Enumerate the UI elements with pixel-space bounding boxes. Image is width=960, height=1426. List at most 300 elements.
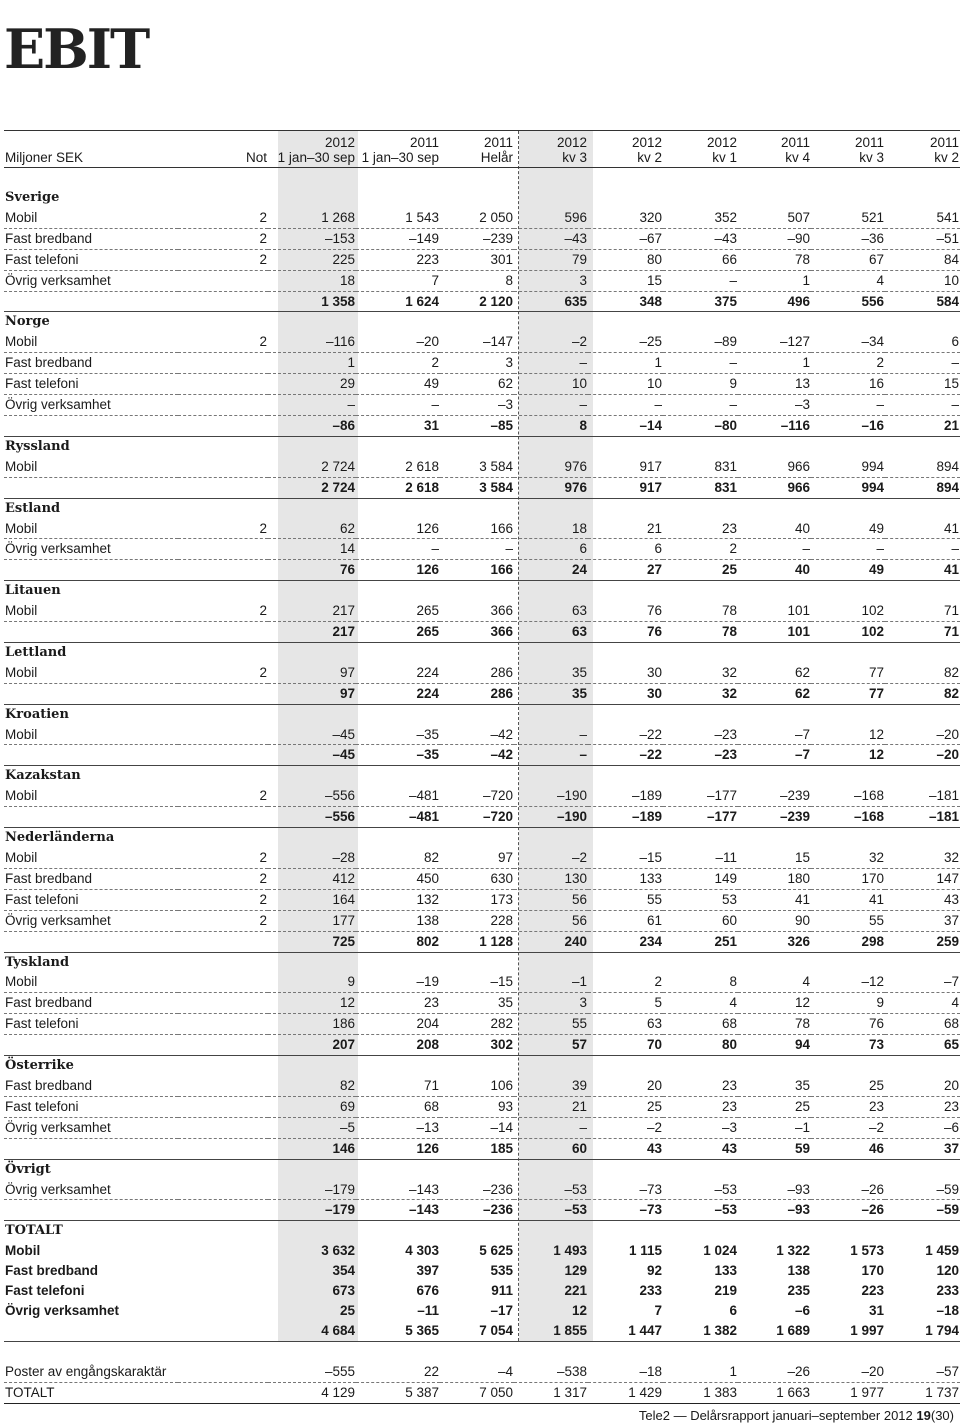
value-cell: 14 [268, 539, 356, 560]
note-cell [178, 1096, 268, 1117]
value-cell: 18 [268, 270, 356, 291]
value-cell: 120 [936, 1263, 959, 1279]
value-cell: 84 [885, 249, 960, 270]
value-cell: 106 [440, 1076, 514, 1096]
value-cell: 894 [885, 477, 960, 498]
ebit-table [4, 130, 960, 1404]
row-label [4, 683, 178, 704]
value-cell: –25 [588, 332, 663, 352]
value-cell: 224 [356, 683, 440, 704]
value-cell: 133 [714, 1263, 737, 1279]
value-cell: 77 [811, 663, 885, 683]
value-cell: 224 [356, 663, 440, 683]
section-label: Sverige [5, 190, 60, 205]
subtotal-row [4, 745, 960, 766]
section-label: Övrigt [5, 1161, 51, 1177]
note-cell [178, 725, 268, 745]
value-cell: 133 [588, 868, 663, 889]
value-cell: –556 [268, 786, 356, 806]
value-cell: –67 [588, 228, 663, 249]
value-cell: –538 [514, 1362, 588, 1382]
value-cell: 35 [738, 1076, 811, 1096]
value-cell: 3 584 [440, 457, 514, 477]
value-cell: –239 [738, 807, 811, 828]
spacer-cell [4, 168, 960, 189]
value-cell: 90 [738, 910, 811, 931]
value-cell: 1 128 [440, 931, 514, 952]
note-cell [178, 972, 268, 992]
note-cell [178, 1117, 268, 1138]
section-header [4, 1056, 960, 1076]
header-cell [268, 131, 356, 168]
value-cell: 78 [738, 249, 811, 270]
value-cell: 126 [356, 519, 440, 539]
row-label: Mobil [4, 786, 178, 806]
value-cell: –19 [356, 972, 440, 992]
value-cell: –42 [440, 725, 514, 745]
table-row [4, 208, 960, 228]
value-cell: 97 [268, 683, 356, 704]
value-cell: 12 [811, 745, 885, 766]
header-top: 2012 [556, 135, 587, 150]
value-cell: 894 [885, 457, 960, 477]
value-cell: 354 [332, 1263, 355, 1279]
value-cell: 976 [514, 477, 588, 498]
value-cell: 8 [514, 415, 588, 436]
value-cell: 40 [738, 560, 811, 581]
value-cell: 32 [885, 848, 960, 868]
value-cell: – [811, 539, 885, 560]
value-cell: –4 [440, 1362, 514, 1382]
value-cell: –22 [588, 725, 663, 745]
note-cell [178, 993, 268, 1014]
header-cell [178, 131, 268, 168]
value-cell: –481 [356, 807, 440, 828]
row-label: Mobil [5, 1243, 41, 1259]
value-cell: – [356, 539, 440, 560]
value-cell: 35 [514, 663, 588, 683]
value-cell: –11 [417, 1302, 439, 1318]
header-bottom: kv 3 [859, 150, 884, 165]
table-row [4, 395, 960, 416]
header-cell [440, 131, 514, 168]
section-header [4, 704, 960, 724]
value-cell: –720 [440, 786, 514, 806]
value-cell: 65 [885, 1035, 960, 1056]
note-cell [178, 415, 268, 436]
value-cell: –36 [811, 228, 885, 249]
value-cell: 69 [268, 1096, 356, 1117]
value-cell: 94 [738, 1035, 811, 1056]
value-cell: 39 [514, 1076, 588, 1096]
value-cell: – [514, 745, 588, 766]
value-cell: –45 [268, 745, 356, 766]
value-cell: 31 [356, 415, 440, 436]
value-cell: –45 [268, 725, 356, 745]
value-cell: 170 [811, 868, 885, 889]
value-cell: 80 [588, 249, 663, 270]
section-header [4, 498, 960, 518]
value-cell: 7 050 [440, 1382, 514, 1403]
value-cell: 12 [738, 993, 811, 1014]
note-cell: 2 [178, 519, 268, 539]
value-cell: 286 [440, 663, 514, 683]
value-cell: 233 [936, 1283, 959, 1299]
value-cell: –239 [738, 786, 811, 806]
value-cell: 1 383 [663, 1382, 738, 1403]
header-cell [588, 131, 663, 168]
section-header [4, 828, 960, 848]
row-label [4, 415, 178, 436]
value-cell: –127 [738, 332, 811, 352]
header-cell [356, 131, 440, 168]
value-cell: 25 [588, 1096, 663, 1117]
value-cell: –20 [811, 1362, 885, 1382]
value-cell: 62 [738, 663, 811, 683]
value-cell: 4 [738, 972, 811, 992]
value-cell: 15 [738, 848, 811, 868]
value-cell: 1 794 [885, 1321, 960, 1341]
value-cell: – [885, 395, 960, 416]
row-label: Fast telefoni [4, 1014, 178, 1035]
value-cell: 97 [268, 663, 356, 683]
value-cell: 994 [811, 457, 885, 477]
value-cell: 185 [440, 1138, 514, 1159]
row-label: Fast bredband [4, 1076, 178, 1096]
page-number: 19 [916, 1408, 931, 1423]
table-row [4, 1362, 960, 1382]
table-row [4, 457, 960, 477]
subtotal-row [4, 931, 960, 952]
value-cell: 92 [646, 1263, 662, 1279]
header-bottom: kv 4 [785, 150, 810, 165]
value-cell: 9 [811, 993, 885, 1014]
section-label: Kazakstan [5, 768, 81, 784]
value-cell: 62 [738, 683, 811, 704]
value-cell: 37 [885, 910, 960, 931]
value-cell: –16 [811, 415, 885, 436]
value-cell: –59 [885, 1180, 960, 1200]
value-cell: 917 [588, 457, 663, 477]
value-cell: 177 [268, 910, 356, 931]
note-cell [178, 1261, 268, 1281]
value-cell: 584 [885, 291, 960, 312]
value-cell: 7 054 [440, 1321, 514, 1341]
row-label: Fast telefoni [4, 249, 178, 270]
value-cell: –26 [811, 1180, 885, 1200]
value-cell: –179 [268, 1180, 356, 1200]
value-cell: 223 [861, 1283, 884, 1299]
note-cell: 2 [178, 601, 268, 621]
note-cell: 2 [178, 208, 268, 228]
value-cell: 1 493 [553, 1243, 587, 1259]
value-cell: 82 [885, 683, 960, 704]
value-cell: 41 [738, 889, 811, 910]
value-cell: –93 [738, 1180, 811, 1200]
value-cell: 21 [514, 1096, 588, 1117]
value-cell: 1 317 [514, 1382, 588, 1403]
value-cell: 70 [588, 1035, 663, 1056]
value-cell: 1 737 [885, 1382, 960, 1403]
value-cell: 1 997 [811, 1321, 885, 1341]
value-cell: 71 [885, 601, 960, 621]
row-label: Övrig verksamhet [4, 1180, 178, 1200]
subtotal-row [4, 291, 960, 312]
table-row [4, 353, 960, 374]
value-cell: 320 [588, 208, 663, 228]
value-cell: – [811, 395, 885, 416]
value-cell: 30 [588, 663, 663, 683]
note-cell: 2 [178, 663, 268, 683]
value-cell: 32 [663, 663, 738, 683]
row-label: Fast bredband [4, 868, 178, 889]
value-cell: 49 [811, 560, 885, 581]
value-cell: 966 [738, 477, 811, 498]
value-cell: 21 [588, 519, 663, 539]
value-cell: 10 [885, 270, 960, 291]
value-cell: –6 [885, 1117, 960, 1138]
row-label [4, 1035, 178, 1056]
value-cell: – [663, 395, 738, 416]
note-cell: 2 [178, 910, 268, 931]
note-cell: 2 [178, 249, 268, 270]
note-cell [178, 1321, 268, 1341]
value-cell: –53 [514, 1200, 588, 1221]
subtotal-row [4, 477, 960, 498]
value-cell: 3 [440, 353, 514, 374]
note-cell [178, 270, 268, 291]
value-cell: 207 [268, 1035, 356, 1056]
value-cell: 2 [811, 353, 885, 374]
header-bottom: kv 2 [637, 150, 662, 165]
value-cell: – [514, 725, 588, 745]
value-cell: 130 [514, 868, 588, 889]
value-cell: 2 618 [356, 457, 440, 477]
section-header [4, 1159, 960, 1179]
row-label: Mobil [4, 725, 178, 745]
value-cell: 2 120 [440, 291, 514, 312]
value-cell: 556 [811, 291, 885, 312]
subtotal-row [4, 807, 960, 828]
row-label: Mobil [4, 519, 178, 539]
value-cell: 234 [588, 931, 663, 952]
row-label [4, 807, 178, 828]
value-cell: –7 [885, 972, 960, 992]
value-cell: – [440, 539, 514, 560]
section-header [4, 436, 960, 456]
value-cell: –20 [885, 725, 960, 745]
value-cell: 3 584 [440, 477, 514, 498]
value-cell: –116 [268, 332, 356, 352]
row-label: Övrig verksamhet [4, 539, 178, 560]
table-row [4, 1180, 960, 1200]
total-row [4, 1382, 960, 1403]
value-cell: 32 [663, 683, 738, 704]
value-cell: 994 [811, 477, 885, 498]
table-row [4, 993, 960, 1014]
value-cell: 1 [738, 270, 811, 291]
note-cell [178, 457, 268, 477]
note-cell [178, 477, 268, 498]
value-cell: –189 [588, 807, 663, 828]
value-cell: –28 [268, 848, 356, 868]
note-cell [178, 807, 268, 828]
note-cell [178, 539, 268, 560]
value-cell: 6 [514, 539, 588, 560]
value-cell: –17 [490, 1302, 513, 1318]
value-cell: 4 [811, 270, 885, 291]
section-header [4, 312, 960, 332]
value-cell: 79 [514, 249, 588, 270]
row-label: Fast bredband [4, 993, 178, 1014]
value-cell: 55 [588, 889, 663, 910]
value-cell: 46 [811, 1138, 885, 1159]
header-top: 2012 [706, 135, 737, 150]
note-cell [178, 291, 268, 312]
value-cell: –556 [268, 807, 356, 828]
value-cell: 78 [663, 622, 738, 643]
table-row [4, 270, 960, 291]
header-bottom: kv 1 [712, 150, 737, 165]
value-cell: –34 [811, 332, 885, 352]
footer-text: Tele2 — Delårsrapport januari–september 2012 [638, 1408, 913, 1423]
value-cell: 676 [416, 1283, 439, 1299]
value-cell: 37 [885, 1138, 960, 1159]
value-cell: 12 [811, 725, 885, 745]
value-cell: –73 [588, 1200, 663, 1221]
note-cell [178, 745, 268, 766]
row-label: Mobil [4, 208, 178, 228]
row-label [4, 622, 178, 643]
value-cell: 223 [356, 249, 440, 270]
value-cell: 286 [440, 683, 514, 704]
value-cell: 2 724 [268, 457, 356, 477]
row-label: Fast telefoni [5, 1283, 85, 1299]
note-cell [178, 1014, 268, 1035]
value-cell: –93 [738, 1200, 811, 1221]
row-label: Fast telefoni [4, 374, 178, 395]
value-cell: 635 [514, 291, 588, 312]
value-cell: 23 [663, 1076, 738, 1096]
value-cell: 397 [416, 1263, 439, 1279]
table-row [4, 1117, 960, 1138]
value-cell: 57 [514, 1035, 588, 1056]
value-cell: –181 [885, 807, 960, 828]
value-cell: 49 [811, 519, 885, 539]
table-row [4, 1301, 960, 1321]
value-cell: –53 [514, 1180, 588, 1200]
value-cell: 67 [811, 249, 885, 270]
value-cell: 16 [811, 374, 885, 395]
value-cell: 1 [588, 353, 663, 374]
value-cell: –53 [663, 1200, 738, 1221]
value-cell: 3 [514, 993, 588, 1014]
value-cell: 1 977 [811, 1382, 885, 1403]
section-label: TOTALT [5, 1223, 63, 1239]
value-cell: –2 [514, 332, 588, 352]
value-cell: –26 [738, 1362, 811, 1382]
table-row [4, 725, 960, 745]
header-top: 2011 [854, 135, 884, 150]
value-cell: –7 [738, 725, 811, 745]
table-row [4, 332, 960, 352]
note-cell [178, 622, 268, 643]
header-bottom: kv 2 [934, 150, 959, 165]
header-cell [4, 131, 178, 168]
value-cell: –90 [738, 228, 811, 249]
value-cell: 149 [663, 868, 738, 889]
header-bottom: Miljoner SEK [5, 150, 84, 165]
value-cell: 217 [268, 601, 356, 621]
value-cell: 1 [268, 353, 356, 374]
value-cell: 63 [514, 622, 588, 643]
header-cell [811, 131, 885, 168]
note-cell: 2 [178, 786, 268, 806]
value-cell: 831 [663, 477, 738, 498]
page-footer [639, 1408, 954, 1423]
value-cell: 282 [440, 1014, 514, 1035]
value-cell: –190 [514, 807, 588, 828]
value-cell: –18 [588, 1362, 663, 1382]
value-cell: 366 [440, 622, 514, 643]
section-label: Norge [5, 314, 50, 330]
value-cell: 82 [885, 663, 960, 683]
value-cell: 23 [356, 993, 440, 1014]
row-label: Fast telefoni [4, 1096, 178, 1117]
value-cell: –80 [663, 415, 738, 436]
value-cell: 204 [356, 1014, 440, 1035]
section-header [4, 188, 960, 208]
value-cell: 1 447 [588, 1321, 663, 1341]
value-cell: 43 [588, 1138, 663, 1159]
value-cell: 101 [738, 622, 811, 643]
header-cell [738, 131, 811, 168]
row-label: Poster av engångskaraktär [4, 1362, 178, 1382]
value-cell: 77 [811, 683, 885, 704]
value-cell: 352 [663, 208, 738, 228]
value-cell: 164 [268, 889, 356, 910]
note-cell: 2 [178, 848, 268, 868]
value-cell: 25 [339, 1302, 355, 1318]
table-row [4, 228, 960, 249]
value-cell: 25 [811, 1076, 885, 1096]
value-cell: 298 [811, 931, 885, 952]
value-cell: 66 [663, 249, 738, 270]
value-cell: 219 [714, 1283, 737, 1299]
row-label: Fast telefoni [4, 889, 178, 910]
value-cell: 3 [514, 270, 588, 291]
value-cell: – [268, 395, 356, 416]
value-cell: 6 [885, 332, 960, 352]
value-cell: 23 [811, 1096, 885, 1117]
value-cell: – [514, 1117, 588, 1138]
value-cell: 10 [514, 374, 588, 395]
row-label: Fast bredband [5, 1263, 99, 1279]
value-cell: 80 [663, 1035, 738, 1056]
note-cell [178, 1382, 268, 1403]
value-cell: –5 [268, 1117, 356, 1138]
value-cell: –2 [588, 1117, 663, 1138]
value-cell: 132 [356, 889, 440, 910]
value-cell: 12 [571, 1302, 587, 1318]
note-cell [178, 1076, 268, 1096]
value-cell: –53 [663, 1180, 738, 1200]
value-cell: –73 [588, 1180, 663, 1200]
note-cell: 2 [178, 228, 268, 249]
value-cell: –116 [738, 415, 811, 436]
value-cell: –720 [440, 807, 514, 828]
value-cell: 1 689 [738, 1321, 811, 1341]
